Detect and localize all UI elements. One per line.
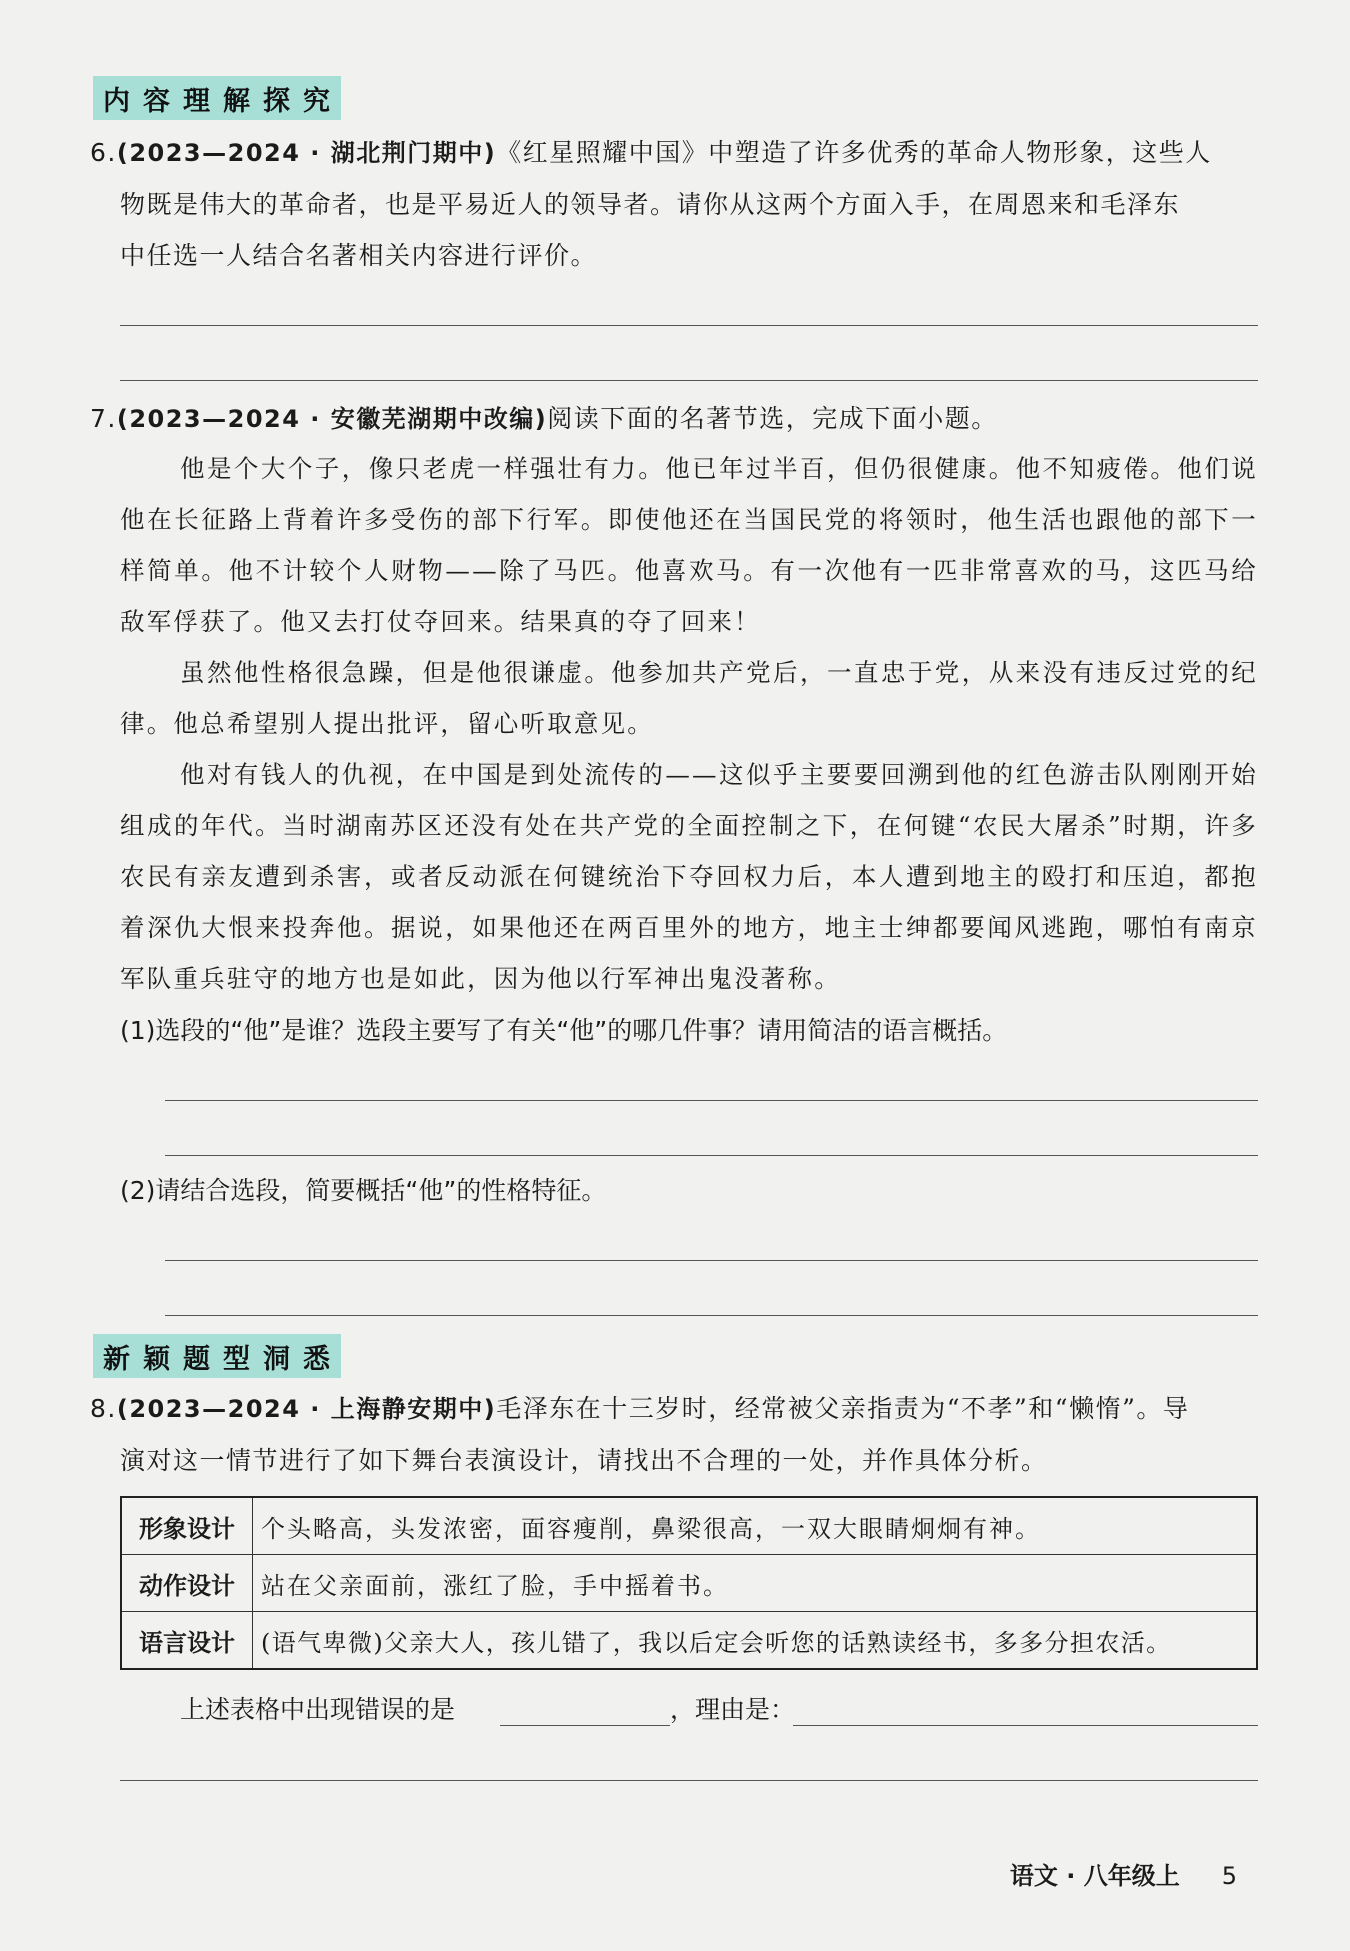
table-value: 个头略高，头发浓密，面容瘦削，鼻梁很高，一双大眼睛炯炯有神。 (253, 1497, 1258, 1555)
fill-prompt-reason: ，理由是： (670, 1695, 796, 1724)
section-header-char: 洞 (263, 1343, 291, 1375)
answer-line[interactable] (165, 1100, 1258, 1101)
section-header-char: 内 (103, 85, 131, 117)
page-number: 5 (1221, 1862, 1237, 1890)
section-header-char: 颖 (143, 1343, 171, 1375)
question-8 (90, 1383, 1260, 1486)
question-8-line (90, 1383, 1260, 1435)
question-number: 8. (90, 1394, 117, 1423)
question-number: 6. (90, 138, 117, 167)
question-text: 阅读下面的名著节选，完成下面小题。 (547, 404, 998, 433)
answer-line[interactable] (120, 325, 1258, 326)
section-header-char: 容 (143, 85, 171, 117)
section-header-char: 题 (183, 1343, 211, 1375)
answer-line[interactable] (120, 380, 1258, 381)
sub-question-1: (1)选段的“他”是谁？选段主要写了有关“他”的哪几件事？请用简洁的语言概括。 (120, 1016, 1008, 1045)
passage-paragraph: 虽然他性格很急躁，但是他很谦虚。他参加共产党后，一直忠于党，从来没有违反过党的纪律。他总希望别人提出批评，留心听取意见。 (120, 658, 1258, 738)
table-label: 动作设计 (121, 1555, 253, 1612)
question-source: (2023—2024 · 上海静安期中) (116, 1395, 497, 1423)
fill-blank-error[interactable] (500, 1725, 670, 1726)
footer-subject: 语文 · 八年级上 (1009, 1862, 1180, 1890)
answer-line[interactable] (120, 1780, 1258, 1781)
page-footer (1010, 1856, 1237, 1891)
section-header-char: 新 (103, 1343, 131, 1375)
table-row (121, 1555, 1257, 1612)
table-row (121, 1612, 1257, 1670)
answer-line[interactable] (165, 1155, 1258, 1156)
section-header-char: 解 (223, 85, 251, 117)
question-text: 《红星照耀中国》中塑造了许多优秀的革命人物形象，这些人 (496, 138, 1212, 167)
question-7-header (90, 393, 1260, 445)
section-header-char: 型 (223, 1343, 251, 1375)
answer-line[interactable] (165, 1315, 1258, 1316)
section-header-content (93, 76, 341, 120)
section-header-char: 理 (183, 85, 211, 117)
question-text: 毛泽东在十三岁时，经常被父亲指责为“不孝”和“懒惰”。导 (496, 1394, 1190, 1423)
question-6 (90, 127, 1260, 281)
table-label: 形象设计 (121, 1497, 253, 1555)
answer-line[interactable] (165, 1260, 1258, 1261)
question-text: 物既是伟大的革命者，也是平易近人的领导者。请你从这两个方面入手，在周恩来和毛泽东 (120, 190, 1181, 219)
sub-question-2: (2)请结合选段，简要概括“他”的性格特征。 (120, 1176, 607, 1205)
question-source: (2023—2024 · 湖北荆门期中) (116, 139, 497, 167)
question-6-line (90, 127, 1260, 179)
fill-blank-reason[interactable] (793, 1725, 1258, 1726)
question-number: 7. (90, 404, 117, 433)
section-header-new-types (93, 1334, 341, 1378)
section-header-char: 悉 (303, 1343, 331, 1375)
question-text: 中任选一人结合名著相关内容进行评价。 (120, 241, 598, 270)
passage-paragraph: 他是个大个子，像只老虎一样强壮有力。他已年过半百，但仍很健康。他不知疲倦。他们说他在长征路上背着许多受伤的部下行军。即使他还在当国民党的将领时，他生活也跟他的部下一样简单。他不计较个人财物——除了马匹。他喜欢马。有一次他有一匹非常喜欢的马，这匹马给敌军俘获了。他又去打仗夺回来。结果真的夺了回来！ (120, 454, 1258, 636)
question-text: 演对这一情节进行了如下舞台表演设计，请找出不合理的一处，并作具体分析。 (120, 1446, 1048, 1475)
section-header-char: 探 (263, 85, 291, 117)
table-value: (语气卑微)父亲大人，孩儿错了，我以后定会听您的话熟读经书，多多分担农活。 (253, 1612, 1258, 1670)
table-value: 站在父亲面前，涨红了脸，手中摇着书。 (253, 1555, 1258, 1612)
stage-design-table (120, 1496, 1258, 1670)
section-header-char: 究 (303, 85, 331, 117)
fill-prompt-error: 上述表格中出现错误的是 (180, 1695, 456, 1724)
passage-paragraph: 他对有钱人的仇视，在中国是到处流传的——这似乎主要要回溯到他的红色游击队刚刚开始组成的年代。当时湖南苏区还没有处在共产党的全面控制之下，在何键“农民大屠杀”时期，许多农民有亲友遭到杀害，或者反动派在何键统治下夺回权力后，本人遭到地主的殴打和压迫，都抱着深仇大恨来投奔他。据说，如果他还在两百里外的地方，地主士绅都要闻风逃跑，哪怕有南京军队重兵驻守的地方也是如此，因为他以行军神出鬼没著称。 (120, 760, 1258, 993)
question-source: (2023—2024 · 安徽芜湖期中改编) (116, 405, 548, 433)
table-label: 语言设计 (121, 1612, 253, 1670)
table-row (121, 1497, 1257, 1555)
